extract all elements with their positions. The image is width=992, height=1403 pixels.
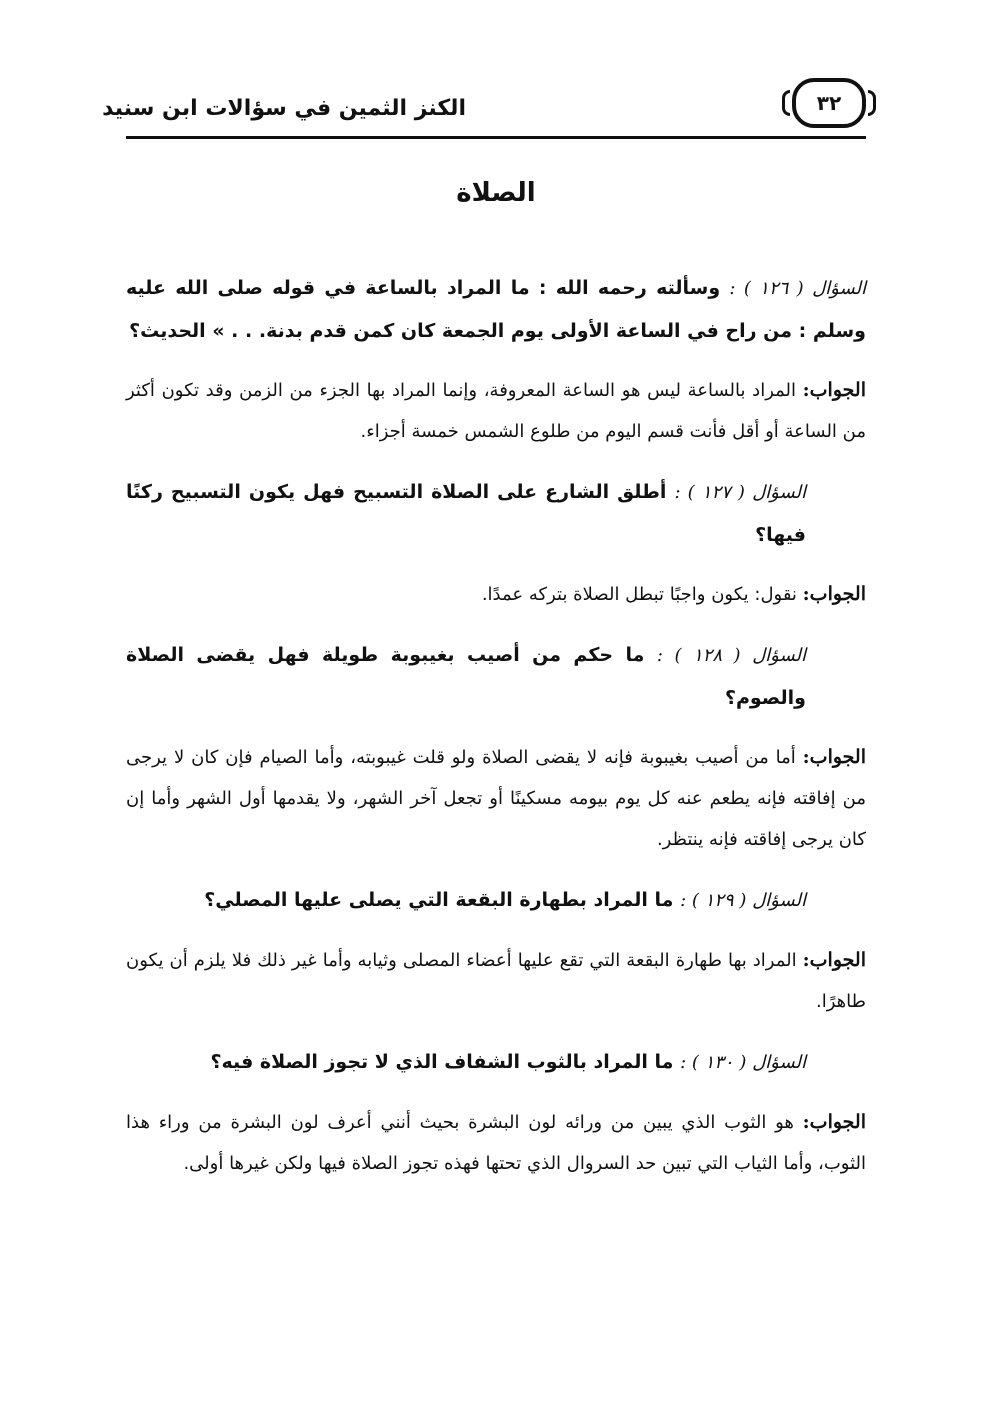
page-number: ٣٢ [816,91,842,115]
answer-label: الجواب: [802,583,866,605]
question-text: ما المراد بطهارة البقعة التي يصلى عليها المصلي؟ [204,889,674,911]
question-text: ما حكم من أصيب بغيبوبة طويلة فهل يقضى الصلاة والصوم؟ [126,644,806,709]
question-text: أطلق الشارع على الصلاة التسبيح فهل يكون التسبيح ركنًا فيها؟ [126,481,806,546]
page-number-badge [792,78,866,128]
answer [126,737,866,860]
answer-label: الجواب: [802,379,866,401]
qa-item [126,879,866,1022]
answer [126,1102,866,1184]
answer-text: نقول: يكون واجبًا تبطل الصلاة بتركه عمدًا. [481,584,797,605]
question [126,1041,866,1084]
header-divider [126,136,866,139]
answer [126,940,866,1022]
qa-item [126,634,866,860]
qa-content [126,248,866,1200]
answer-text: هو الثوب الذي يبين من ورائه لون البشرة بحيث أنني أعرف لون البشرة من وراء هذا الثوب، وأما الثياب التي تبين حد السروال الذي تحتها فهذه تجوز الصلاة فيها ولكن غيرها أولى. [126,1112,866,1174]
answer-text: المراد بالساعة ليس هو الساعة المعروفة، وإنما المراد بها الجزء من الزمن وقد تكون أكثر من الساعة أو أقل فأنت قسم اليوم من طلوع الشمس خمسة أجزاء. [126,380,866,442]
answer-text: المراد بها طهارة البقعة التي تقع عليها أعضاء المصلى وثيابه وأما غير ذلك فلا يلزم أن يكون طاهرًا. [126,950,866,1012]
answer-label: الجواب: [802,1111,866,1133]
question-text: وسألته رحمه الله : ما المراد بالساعة في قوله صلى الله عليه وسلم : من راح في الساعة الأولى يوم الجمعة كان كمن قدم بدنة. . . » الحديث؟ [126,277,866,342]
question [126,471,866,556]
answer [126,574,866,615]
answer-label: الجواب: [802,746,866,768]
answer-label: الجواب: [802,949,866,971]
question [126,634,866,719]
question-label: السؤال ( ١٢٧ ) : [674,482,806,503]
qa-item [126,1041,866,1184]
book-title: الكنز الثمين في سؤالات ابن سنيد [102,96,466,121]
question-label: السؤال ( ١٣٠ ) : [680,1052,806,1073]
question-label: السؤال ( ١٢٩ ) : [680,890,806,911]
question-label: السؤال ( ١٢٨ ) : [656,645,807,666]
question [126,879,866,922]
answer-text: أما من أصيب بغيبوبة فإنه لا يقضى الصلاة ولو قلت غيبوبته، وأما الصيام فإن كان لا يرجى من إفاقته فإنه يطعم عنه كل يوم بيومه مسكينًا أو تجعل آخر الشهر، ولا يقدمها أول الشهر وأما إن كان يرجى إفاقته فإنه ينتظر. [126,747,866,850]
page-header [102,78,866,142]
section-title: الصلاة [456,178,536,208]
answer [126,370,866,452]
question-label: السؤال ( ١٢٦ ) : [729,278,866,299]
question-text: ما المراد بالثوب الشفاف الذي لا تجوز الصلاة فيه؟ [210,1051,674,1073]
qa-item [126,471,866,615]
question [126,267,866,352]
qa-item [126,267,866,452]
